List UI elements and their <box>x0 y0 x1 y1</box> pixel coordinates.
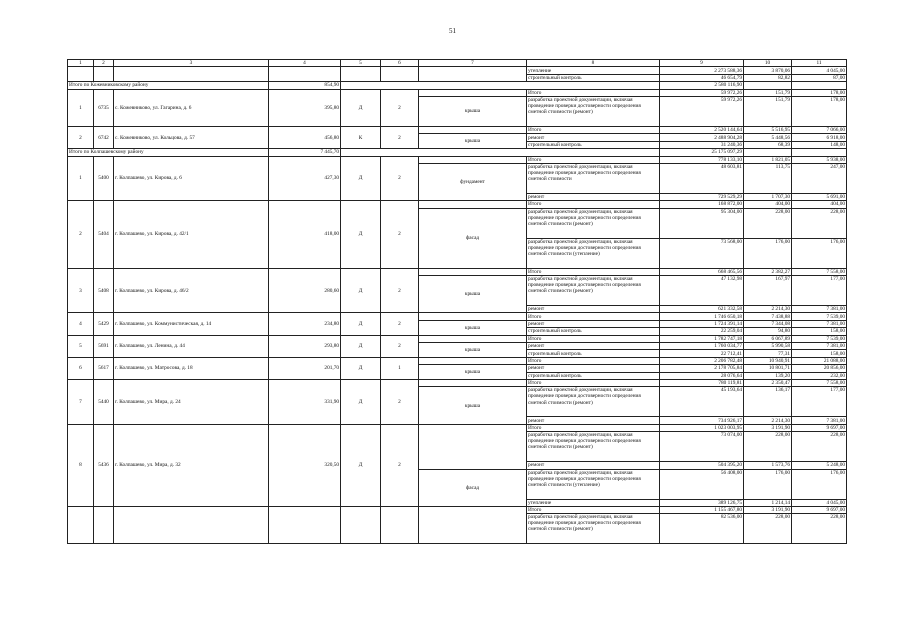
column-number-cell: 2 <box>94 60 114 67</box>
limit-cost-cell: 232,00 <box>792 372 847 379</box>
cost-total-cell: 73 074,00 <box>660 432 744 462</box>
table-row <box>68 424 847 431</box>
cost-total-cell: 2 520 144,64 <box>660 126 744 133</box>
work-type-cell: Итого <box>527 89 660 96</box>
limit-cost-cell: 4 045,00 <box>792 499 847 506</box>
work-type-cell: разработка проектной документации, включая проведение проверки достоверности определения сметной стоимости (утепление) <box>527 238 660 268</box>
cost-total-cell: 47 132,98 <box>660 276 744 306</box>
unit-cost-cell: 404,00 <box>744 201 792 208</box>
column-number-cell: 7 <box>419 60 527 67</box>
address-cell <box>114 506 269 543</box>
area-cell <box>269 506 341 543</box>
wall-material-cell: Д <box>341 335 381 357</box>
work-type-cell: строительный контроль <box>527 372 660 379</box>
floors-cell: 2 <box>381 268 419 313</box>
wall-material-cell: К <box>341 126 381 148</box>
work-type-cell: разработка проектной документации, включая проведение проверки достоверности определения сметной стоимости (ремонт) <box>527 208 660 238</box>
limit-cost-cell: 7 381,00 <box>792 306 847 313</box>
work-type-cell: ремонт <box>527 320 660 327</box>
unit-cost-cell: 5 990,58 <box>744 343 792 350</box>
house-code-cell: 5440 <box>94 379 114 424</box>
limit-cost-cell: 158,00 <box>792 350 847 357</box>
district-total-label: Итого по Кожевниковскому району <box>68 82 269 89</box>
house-code-cell: 5429 <box>94 313 114 335</box>
table-row <box>68 201 847 208</box>
element-cell <box>419 424 527 469</box>
element-cell <box>419 335 527 342</box>
house-code-cell: 5400 <box>94 156 114 201</box>
wall-material-cell: Д <box>341 156 381 201</box>
work-type-cell: ремонт <box>527 365 660 372</box>
unit-cost-cell: 7 438,88 <box>744 313 792 320</box>
limit-cost-cell: 177,00 <box>792 276 847 306</box>
unit-cost-cell: 10 940,91 <box>744 357 792 364</box>
cost-total-cell: 59 972,26 <box>660 96 744 126</box>
work-type-cell: разработка проектной документации, включая проведение проверки достоверности определения сметной стоимости <box>527 163 660 193</box>
table-row <box>68 156 847 163</box>
wall-material-cell: Д <box>341 268 381 313</box>
element-cell <box>419 126 527 133</box>
cost-total-cell: 59 972,26 <box>660 89 744 96</box>
work-type-cell: строительный контроль <box>527 328 660 335</box>
wall-material-cell: Д <box>341 201 381 268</box>
limit-cost-cell: 158,00 <box>792 328 847 335</box>
unit-cost-cell: 68,39 <box>744 141 792 148</box>
limit-cost-cell: 9 697,00 <box>792 506 847 513</box>
cost-total-cell: 1 724 391,14 <box>660 320 744 327</box>
address-cell: г. Колпашево, ул. Кирова, д. 6 <box>114 156 269 201</box>
district-total-row <box>68 82 847 89</box>
wall-material-cell <box>341 67 381 82</box>
row-number-cell: 3 <box>68 268 94 313</box>
area-cell: 234,80 <box>269 313 341 335</box>
table-row <box>68 268 847 275</box>
unit-cost-cell: 228,00 <box>744 514 792 544</box>
limit-cost-cell: 228,00 <box>792 514 847 544</box>
floors-cell: 2 <box>381 313 419 335</box>
cost-total-cell: 2 206 782,48 <box>660 357 744 364</box>
column-number-cell: 10 <box>744 60 792 67</box>
unit-cost-cell: 3 191,90 <box>744 424 792 431</box>
work-type-cell: Итого <box>527 424 660 431</box>
area-cell: 331,90 <box>269 379 341 424</box>
work-type-cell: Итого <box>527 313 660 320</box>
cost-total-cell: 2 273 588,36 <box>660 67 744 74</box>
address-cell: с. Кожевниково, ул. Гагарина, д. 6 <box>114 89 269 126</box>
element-cell <box>419 357 527 364</box>
element-cell <box>419 313 527 320</box>
cost-total-cell: 504 395,20 <box>660 462 744 469</box>
cost-total-cell: 389 126,75 <box>660 499 744 506</box>
limit-cost-cell: 9 697,00 <box>792 424 847 431</box>
limit-cost-cell: 7 381,00 <box>792 320 847 327</box>
empty-cell <box>744 149 792 156</box>
area-cell: 427,30 <box>269 156 341 201</box>
unit-cost-cell: 1 821,05 <box>744 156 792 163</box>
element-cell <box>419 379 527 386</box>
floors-cell: 2 <box>381 201 419 268</box>
unit-cost-cell: 136,17 <box>744 387 792 417</box>
area-cell: 395,80 <box>269 89 341 126</box>
column-number-cell: 11 <box>792 60 847 67</box>
work-type-cell: Итого <box>527 268 660 275</box>
limit-cost-cell: 228,00 <box>792 208 847 238</box>
work-type-cell: строительный контроль <box>527 350 660 357</box>
limit-cost-cell: 6 918,00 <box>792 134 847 141</box>
element-cell: фасад <box>419 469 527 506</box>
work-type-cell: ремонт <box>527 306 660 313</box>
cost-total-cell: 45 193,64 <box>660 387 744 417</box>
unit-cost-cell: 5 448,56 <box>744 134 792 141</box>
cost-total-cell: 1 155 467,80 <box>660 506 744 513</box>
cost-total-cell: 31 240,36 <box>660 141 744 148</box>
work-type-cell: строительный контроль <box>527 141 660 148</box>
row-number-cell: 1 <box>68 89 94 126</box>
column-number-cell: 1 <box>68 60 94 67</box>
work-type-cell: строительный контроль <box>527 74 660 81</box>
address-cell: г. Колпашево, ул. Ленина, д. 44 <box>114 335 269 357</box>
element-cell <box>419 156 527 163</box>
limit-cost-cell: 177,00 <box>792 387 847 417</box>
element-cell: фундамент <box>419 163 527 200</box>
element-cell: крыша <box>419 276 527 313</box>
limit-cost-cell: 87,00 <box>792 74 847 81</box>
area-cell: 418,00 <box>269 201 341 268</box>
work-type-cell: Итого <box>527 357 660 364</box>
house-code-cell: 5436 <box>94 424 114 506</box>
row-number-cell: 5 <box>68 335 94 357</box>
area-cell: 280,60 <box>269 268 341 313</box>
cost-total-cell: 780 119,81 <box>660 379 744 386</box>
limit-cost-cell: 178,00 <box>792 96 847 126</box>
empty-cell <box>341 149 660 156</box>
unit-cost-cell: 167,97 <box>744 276 792 306</box>
work-type-cell: ремонт <box>527 343 660 350</box>
address-cell: г. Колпашево, ул. Коммунистическая, д. 14 <box>114 313 269 335</box>
limit-cost-cell: 7 539,00 <box>792 313 847 320</box>
unit-cost-cell: 6 067,89 <box>744 335 792 342</box>
work-type-cell: разработка проектной документации, включая проведение проверки достоверности определения сметной стоимости (ремонт) <box>527 276 660 306</box>
element-cell <box>419 89 527 96</box>
work-type-cell: разработка проектной документации, включая проведение проверки достоверности определения сметной стоимости (ремонт) <box>527 432 660 462</box>
work-type-cell: Итого <box>527 379 660 386</box>
row-number-cell: 7 <box>68 379 94 424</box>
cost-total-cell: 2 178 705,84 <box>660 365 744 372</box>
element-cell <box>419 506 527 543</box>
unit-cost-cell: 5 516,95 <box>744 126 792 133</box>
repair-program-table-container <box>67 59 847 544</box>
work-type-cell: ремонт <box>527 134 660 141</box>
table-row <box>68 357 847 364</box>
house-code-cell: 6742 <box>94 126 114 148</box>
work-type-cell: разработка проектной документации, включая проведение проверки достоверности определения сметной стоимости (утепление) <box>527 469 660 499</box>
limit-cost-cell: 228,00 <box>792 432 847 462</box>
unit-cost-cell: 1 214,14 <box>744 499 792 506</box>
cost-total-cell: 73 568,00 <box>660 238 744 268</box>
limit-cost-cell: 7 381,00 <box>792 417 847 424</box>
unit-cost-cell: 139,20 <box>744 372 792 379</box>
cost-total-cell: 668 465,56 <box>660 268 744 275</box>
unit-cost-cell: 2 350,47 <box>744 379 792 386</box>
unit-cost-cell: 228,00 <box>744 208 792 238</box>
work-type-cell: Итого <box>527 156 660 163</box>
address-cell: г. Колпашево, ул. Кирова, д. 46/2 <box>114 268 269 313</box>
cost-total-cell: 22 712,41 <box>660 350 744 357</box>
floors-cell: 2 <box>381 89 419 126</box>
district-total-label: Итого по Колпашевскому району <box>68 149 269 156</box>
work-type-cell: разработка проектной документации, включая проведение проверки достоверности определения сметной стоимости (ремонт) <box>527 387 660 417</box>
cost-total-cell: 1 023 003,95 <box>660 424 744 431</box>
limit-cost-cell: 20 856,00 <box>792 365 847 372</box>
wall-material-cell: Д <box>341 313 381 335</box>
house-code-cell <box>94 506 114 543</box>
element-cell: крыша <box>419 365 527 380</box>
row-number-cell <box>68 67 94 82</box>
unit-cost-cell: 3 870,06 <box>744 67 792 74</box>
row-number-cell <box>68 506 94 543</box>
table-row <box>68 335 847 342</box>
limit-cost-cell: 7 066,00 <box>792 126 847 133</box>
house-code-cell: 5617 <box>94 357 114 379</box>
element-cell: крыша <box>419 96 527 126</box>
floors-cell <box>381 506 419 543</box>
unit-cost-cell: 176,00 <box>744 238 792 268</box>
table-row <box>68 89 847 96</box>
unit-cost-cell: 228,00 <box>744 432 792 462</box>
table-row <box>68 67 847 74</box>
wall-material-cell: Д <box>341 357 381 379</box>
empty-cell <box>744 82 792 89</box>
work-type-cell: ремонт <box>527 462 660 469</box>
limit-cost-cell: 7 558,00 <box>792 268 847 275</box>
cost-total-cell: 95 304,00 <box>660 208 744 238</box>
district-total-cost: 25 175 097,29 <box>660 149 744 156</box>
unit-cost-cell: 151,79 <box>744 89 792 96</box>
district-total-area: 7 445,70 <box>269 149 341 156</box>
unit-cost-cell: 113,75 <box>744 163 792 193</box>
house-code-cell: 5408 <box>94 268 114 313</box>
table-row <box>68 379 847 386</box>
cost-total-cell: 1 746 650,18 <box>660 313 744 320</box>
floors-cell: 2 <box>381 156 419 201</box>
unit-cost-cell: 3 191,90 <box>744 506 792 513</box>
floors-cell: 2 <box>381 379 419 424</box>
row-number-cell: 4 <box>68 313 94 335</box>
element-cell: крыша <box>419 320 527 335</box>
area-cell: 456,80 <box>269 126 341 148</box>
address-cell: г. Колпашево, ул. Мира, д. 24 <box>114 379 269 424</box>
house-code-cell <box>94 67 114 82</box>
unit-cost-cell: 176,00 <box>744 469 792 499</box>
cost-total-cell: 48 603,81 <box>660 163 744 193</box>
unit-cost-cell: 2 382,27 <box>744 268 792 275</box>
unit-cost-cell: 2 214,30 <box>744 306 792 313</box>
cost-total-cell: 1 760 034,77 <box>660 343 744 350</box>
unit-cost-cell: 2 214,30 <box>744 417 792 424</box>
element-cell <box>419 201 527 208</box>
floors-cell: 2 <box>381 424 419 506</box>
house-code-cell: 5691 <box>94 335 114 357</box>
cost-total-cell: 28 076,64 <box>660 372 744 379</box>
cost-total-cell: 729 529,29 <box>660 193 744 200</box>
limit-cost-cell: 5 691,00 <box>792 193 847 200</box>
element-cell: крыша <box>419 387 527 424</box>
floors-cell <box>381 67 419 82</box>
column-number-cell: 9 <box>660 60 744 67</box>
address-cell <box>114 67 269 82</box>
limit-cost-cell: 176,00 <box>792 469 847 499</box>
house-code-cell: 6735 <box>94 89 114 126</box>
work-type-cell: Итого <box>527 126 660 133</box>
address-cell: г. Колпашево, ул. Кирова, д. 42/1 <box>114 201 269 268</box>
work-type-cell: утепление <box>527 499 660 506</box>
unit-cost-cell: 151,79 <box>744 96 792 126</box>
element-cell: крыша <box>419 343 527 358</box>
column-number-cell: 5 <box>341 60 381 67</box>
limit-cost-cell: 7 381,00 <box>792 343 847 350</box>
unit-cost-cell: 77,31 <box>744 350 792 357</box>
unit-cost-cell: 82,82 <box>744 74 792 81</box>
cost-total-cell: 168 872,00 <box>660 201 744 208</box>
row-number-cell: 8 <box>68 424 94 506</box>
work-type-cell: ремонт <box>527 193 660 200</box>
column-number-cell: 6 <box>381 60 419 67</box>
element-cell: крыша <box>419 134 527 149</box>
element-cell <box>419 67 527 82</box>
row-number-cell: 2 <box>68 201 94 268</box>
empty-cell <box>341 82 660 89</box>
cost-total-cell: 1 782 747,18 <box>660 335 744 342</box>
cost-total-cell: 621 332,58 <box>660 306 744 313</box>
unit-cost-cell: 1 707,30 <box>744 193 792 200</box>
empty-cell <box>792 149 847 156</box>
table-row <box>68 506 847 513</box>
empty-cell <box>792 82 847 89</box>
wall-material-cell: Д <box>341 379 381 424</box>
repair-program-table <box>67 59 847 544</box>
element-cell <box>419 268 527 275</box>
row-number-cell: 2 <box>68 126 94 148</box>
work-type-cell: утепление <box>527 67 660 74</box>
limit-cost-cell: 5 938,00 <box>792 156 847 163</box>
cost-total-cell: 2 488 904,28 <box>660 134 744 141</box>
wall-material-cell: Д <box>341 424 381 506</box>
limit-cost-cell: 176,00 <box>792 238 847 268</box>
limit-cost-cell: 5 248,00 <box>792 462 847 469</box>
limit-cost-cell: 148,00 <box>792 141 847 148</box>
work-type-cell: ремонт <box>527 417 660 424</box>
cost-total-cell: 22 259,04 <box>660 328 744 335</box>
table-row <box>68 313 847 320</box>
floors-cell: 2 <box>381 335 419 357</box>
district-total-cost: 2 580 116,90 <box>660 82 744 89</box>
cost-total-cell: 46 654,79 <box>660 74 744 81</box>
cost-total-cell: 56 408,00 <box>660 469 744 499</box>
work-type-cell: разработка проектной документации, включая проведение проверки достоверности определения сметной стоимости (ремонт) <box>527 96 660 126</box>
row-number-cell: 6 <box>68 357 94 379</box>
floors-cell: 2 <box>381 126 419 148</box>
element-cell: фасад <box>419 208 527 268</box>
area-cell: 201,70 <box>269 357 341 379</box>
limit-cost-cell: 247,00 <box>792 163 847 193</box>
unit-cost-cell: 10 801,71 <box>744 365 792 372</box>
unit-cost-cell: 1 573,76 <box>744 462 792 469</box>
address-cell: г. Колпашево, ул. Матросова, д. 18 <box>114 357 269 379</box>
page-number: 51 <box>449 27 456 35</box>
work-type-cell: Итого <box>527 201 660 208</box>
cost-total-cell: 734 926,17 <box>660 417 744 424</box>
table-header-row <box>68 60 847 67</box>
house-code-cell: 5404 <box>94 201 114 268</box>
cost-total-cell: 82 536,00 <box>660 514 744 544</box>
area-cell <box>269 67 341 82</box>
work-type-cell: Итого <box>527 335 660 342</box>
work-type-cell: Итого <box>527 506 660 513</box>
floors-cell: 1 <box>381 357 419 379</box>
unit-cost-cell: 94,80 <box>744 328 792 335</box>
area-cell: 293,80 <box>269 335 341 357</box>
column-number-cell: 8 <box>527 60 660 67</box>
limit-cost-cell: 7 558,00 <box>792 379 847 386</box>
address-cell: г. Колпашево, ул. Мира, д. 32 <box>114 424 269 506</box>
limit-cost-cell: 178,00 <box>792 89 847 96</box>
limit-cost-cell: 7 539,00 <box>792 335 847 342</box>
wall-material-cell: Д <box>341 89 381 126</box>
table-row <box>68 126 847 133</box>
unit-cost-cell: 7 344,08 <box>744 320 792 327</box>
limit-cost-cell: 21 088,00 <box>792 357 847 364</box>
limit-cost-cell: 404,00 <box>792 201 847 208</box>
district-total-row <box>68 149 847 156</box>
address-cell: с. Кожевниково, ул. Кольцова, д. 57 <box>114 126 269 148</box>
work-type-cell: разработка проектной документации, включая проведение проверки достоверности определения сметной стоимости (ремонт) <box>527 514 660 544</box>
row-number-cell: 1 <box>68 156 94 201</box>
limit-cost-cell: 4 045,00 <box>792 67 847 74</box>
column-number-cell: 3 <box>114 60 269 67</box>
wall-material-cell <box>341 506 381 543</box>
area-cell: 320,50 <box>269 424 341 506</box>
district-total-area: 854,90 <box>269 82 341 89</box>
cost-total-cell: 778 133,10 <box>660 156 744 163</box>
column-number-cell: 4 <box>269 60 341 67</box>
